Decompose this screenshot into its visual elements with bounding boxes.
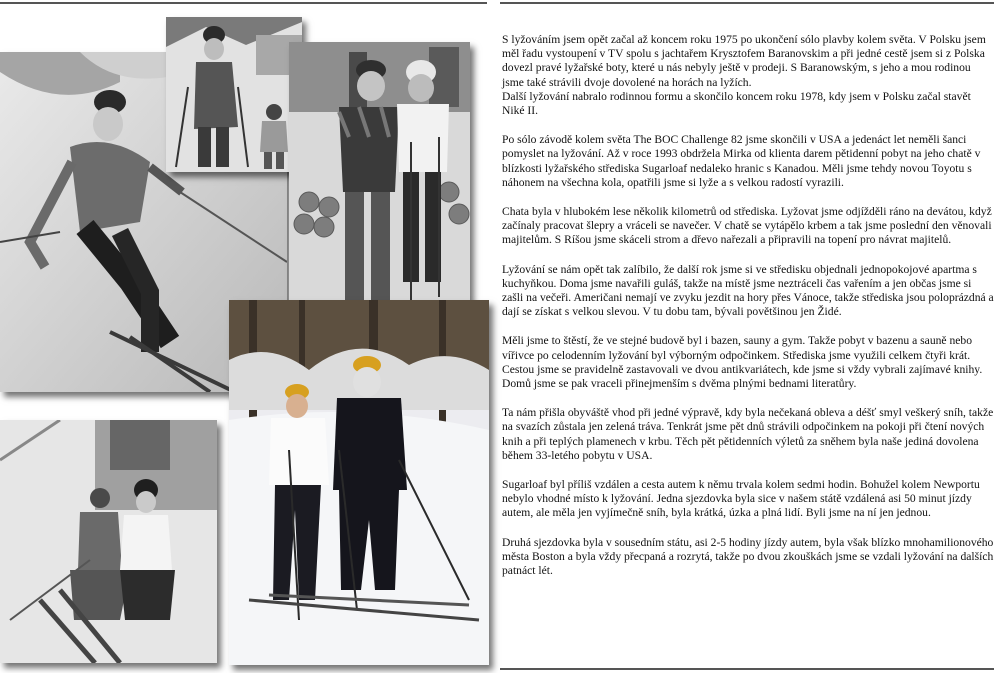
photo-sitting-couple	[0, 420, 217, 663]
paragraph-1	[502, 33, 994, 118]
bottom-rule-right	[500, 668, 994, 670]
paragraph-2: Po sólo závodě kolem světa The BOC Challenge 82 jsme skončili v USA a jedenáct let neměli šanci pomyslet na lyžování. Až v roce 1993 obdržela Mirka od klienta darem pětidenní pobyt na jeho chatě v blízkosti lyžařského střediska Sugarloaf nedaleko hranic s Kanadou. Měli jsme tehdy novou Toyotu s náhonem na všechna kola, opatřili jsme si lyže a s velkou radostí vyrazili.	[502, 133, 981, 189]
paragraph-5: Měli jsme to štěstí, že ve stejné budově byl i bazen, sauny a gym. Takže pobyt v bazenu a sauně nebo vířivce po celodenním lyžování byl výborným odpočinkem. Střediska jsme využili celkem čtyři krát. Cestou jsme se pravidelně zastavovali ve dvou antikvariátech, kde jsme si vždy vybrali zajímavé knihy. Domů jsme se pak vraceli přinejmenším s dvěma plnými bednami literatůry.	[502, 334, 983, 391]
paragraph-8: Druhá sjezdovka byla v sousedním státu, asi 2-5 hodiny jízdy autem, byla však blízko mnohamilionového města Boston a byla vždy přecpaná a rozrytá, takže po dvou zkouškách jsme se vzdali lyžování na dalších patnáct lét.	[502, 535, 994, 578]
paragraph-1-line-1: S lyžováním jsem opět začal až koncem roku 1975 po ukončení sólo plavby kolem světa. V Polsku jsem měl řadu vystoupení v TV spolu s jachtařem Krysztofem Baranovskim a při jedné cestě jsem si z Polska dovezl pravé lyžařské boty, které u nás nebyly ještě v prodeji. S Baranowským, s jeho a mou rodinou jsme také strávili dvoje dovolené na horách na lyžích.	[502, 33, 986, 89]
paragraph-3: Chata byla v hlubokém lese několik kilometrů od střediska. Lyžovat jsme odjížděli ráno na devátou, když začínaly pracovat šlepry a vráceli se navečer. V chatě se vytápělo krbem a tak jsme poslední den věnovali majitelům. S Ríšou jsme skáceli strom a dřevo nařezali a připravili na topení pro návrat majitelů.	[502, 205, 992, 247]
top-rule-left	[0, 2, 487, 4]
photo-couple-color	[229, 300, 489, 665]
top-rule-right	[500, 2, 994, 4]
paragraph-1-line-2: Další lyžování nabralo rodinnou formu a skončilo koncem roku 1978, kdy jsem v Polsku začal stavět Niké II.	[502, 89, 971, 118]
paragraph-7: Sugarloaf byl příliš vzdálen a cesta autem k němu trvala kolem sedmi hodin. Bohužel kolem Newportu nebylo vhodné místo k lyžování. Jedna sjezdovka byla sice v našem státě vzdálená asi 50 minut jízdy autem, ale měla jen vyjímečně sníh, byla krátká, úzka a plná lidí. Byli jsme na ní jen jednou.	[502, 478, 980, 520]
paragraph-4: Lyžování se nám opět tak zalíbilo, že další rok jsme si ve středisku objednali jednopokojové apartma s kuchyňkou. Doma jsme navařili guláš, takže na místě jsme neztráceli čas vařením a jen občas jsme si zašli na večeři. Američani nemají ve zvyku jezdit na hory přes Vánoce, takže střediska jsou poloprázdná a dají se získat s velkou slevou. V tu dobu tam, bývali povětšinou jen Židé.	[502, 262, 994, 319]
article-text	[502, 33, 994, 593]
photo-father-child	[166, 17, 302, 172]
paragraph-6: Ta nám přišla obyváště vhod při jedné výpravě, kdy byla nečekaná obleva a déšť smyl veškerý sníh, takže na svazích zůstala jen zelená tráva. Tenkrát jsme pět dnů strávili odpočinkem na pokoji při čtení nových knih a při teplých plamenech v krbu. Těch pět pětidenních výletů za sněhem byla naše jediná dovolena během 33-letého pobytu v USA.	[502, 406, 994, 462]
photo-couple-woodpile	[289, 42, 470, 342]
